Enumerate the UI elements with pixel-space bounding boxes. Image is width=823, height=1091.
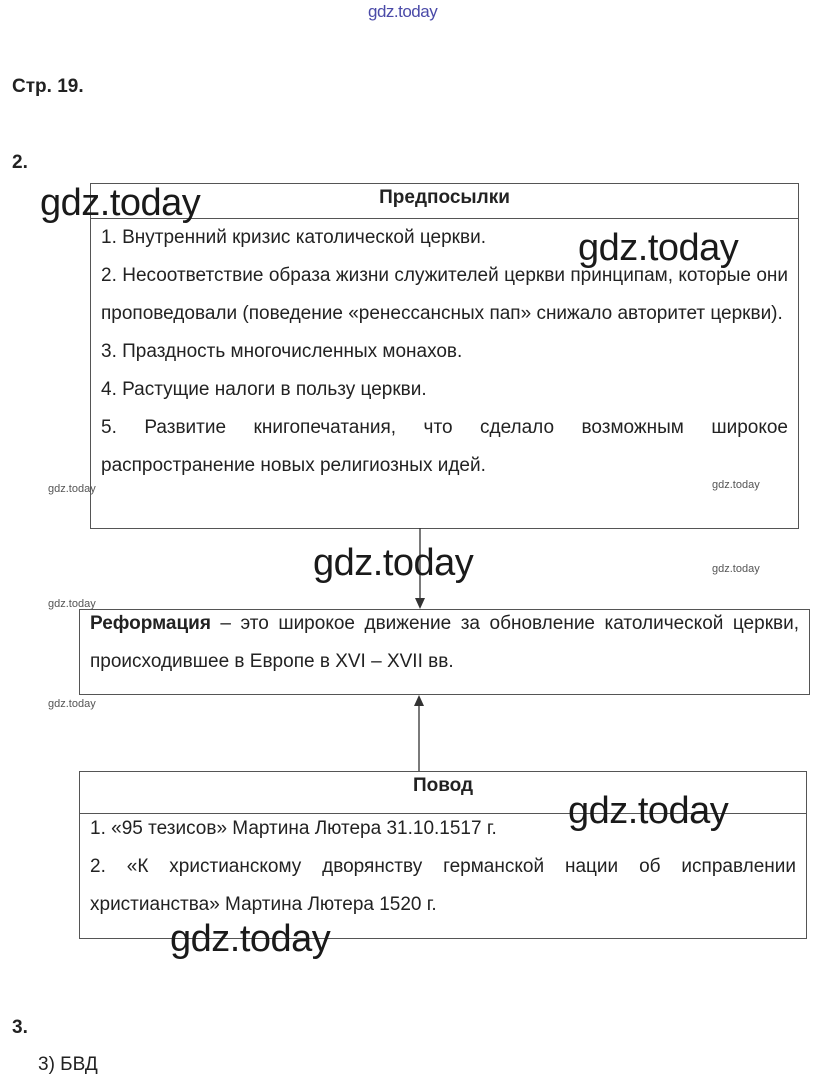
definition-text bbox=[90, 605, 799, 681]
watermark-small: gdz.today bbox=[712, 563, 760, 575]
watermark-small: gdz.today bbox=[712, 479, 760, 491]
preconditions-title: Предпосылки bbox=[379, 187, 510, 208]
page-title: Стр. 19. bbox=[12, 76, 84, 97]
watermark-large: gdz.today bbox=[313, 542, 474, 584]
definition-box bbox=[79, 609, 810, 695]
precondition-item: 4. Растущие налоги в пользу церкви. bbox=[101, 379, 427, 400]
precondition-item: 3. Праздность многочисленных монахов. bbox=[101, 341, 463, 362]
precondition-item: 1. Внутренний кризис католической церкви. bbox=[101, 227, 486, 248]
task-2-number: 2. bbox=[12, 152, 28, 173]
watermark-large: gdz.today bbox=[578, 227, 739, 269]
task-3-number: 3. bbox=[12, 1017, 28, 1038]
definition-body: – это широкое движение за обновление католической церкви, происходившее в Европе в XVI – XVII вв. bbox=[90, 613, 799, 672]
watermark-large: gdz.today bbox=[170, 918, 331, 960]
watermark-small: gdz.today bbox=[48, 698, 96, 710]
arrow-up-icon bbox=[411, 694, 427, 772]
watermark-large: gdz.today bbox=[568, 790, 729, 832]
watermark-small: gdz.today bbox=[48, 483, 96, 495]
precondition-item: 5. Развитие книгопечатания, что сделало возможным широкое распространение новых религиозных идей. bbox=[101, 417, 788, 476]
occasion-item: 1. «95 тезисов» Мартина Лютера 31.10.1517 г. bbox=[90, 818, 497, 839]
task-3-answer: 3) БВД bbox=[38, 1054, 98, 1075]
precondition-item: 2. Несоответствие образа жизни служителей церкви принципам, которые они проповедовали (поведение «ренессансных пап» снижало авторитет церкви). bbox=[101, 265, 788, 324]
occasion-item: 2. «К христианскому дворянству германской нации об исправлении христианства» Мартина Лютера 1520 г. bbox=[90, 856, 796, 915]
watermark-top: gdz.today bbox=[368, 2, 438, 21]
occasion-title: Повод bbox=[412, 775, 474, 796]
watermark-small: gdz.today bbox=[48, 598, 96, 610]
watermark-large: gdz.today bbox=[40, 182, 201, 224]
definition-term: Реформация bbox=[90, 613, 211, 634]
